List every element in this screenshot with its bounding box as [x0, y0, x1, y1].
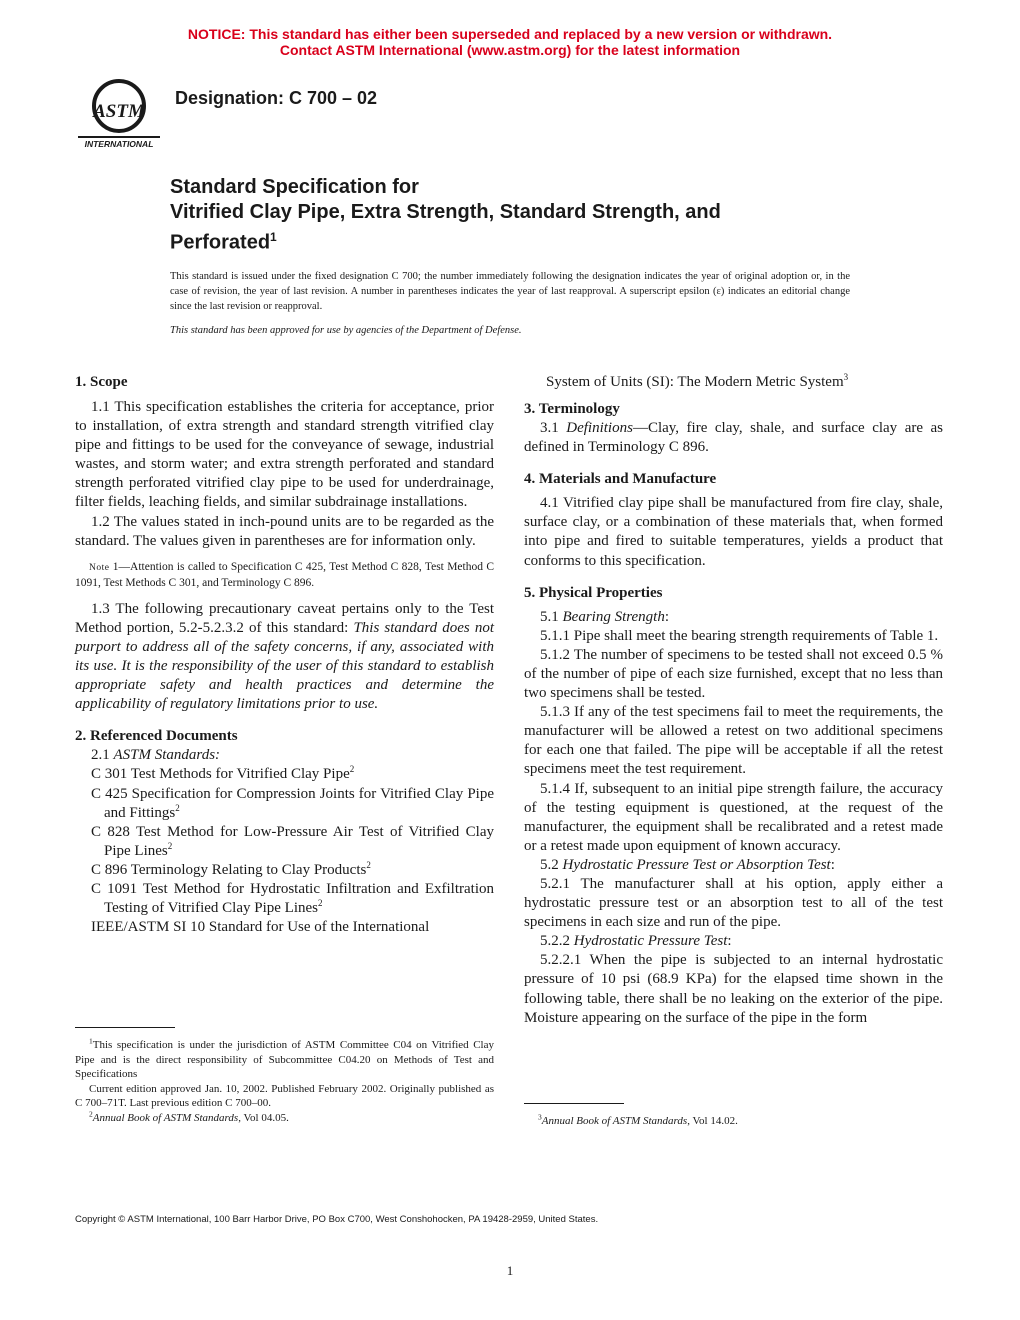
astm-logo: [78, 78, 160, 150]
ref-c425: [75, 785, 494, 823]
footnote-rule-right: [524, 1103, 624, 1104]
title-line-3: [170, 225, 890, 256]
note-text: 1—Attention is called to Specification C 425, Test Method C 828, Test Method C 1091, Test Methods C 301, and Terminology C 896.: [75, 560, 494, 589]
footnote-1-mark: 1: [89, 1036, 93, 1046]
para-5-2-2-label: Hydrostatic Pressure Test: [573, 933, 728, 950]
para-1-1: 1.1 This specification establishes the criteria for acceptance, prior to installation, of extra strength and standard strength vitrified clay pipe and fittings to be used for the conveyance of sewage, industrial wastes, and storm water; and extra strength perforated and standard strength perforated vitrified clay pipe to be used for underdrainage, filter fields, leaching fields, and similar subdrainage installations.: [75, 399, 494, 511]
para-5-1-label: Bearing Strength: [562, 608, 665, 625]
para-5-2-colon: :: [830, 856, 835, 873]
notice-line-1: NOTICE: This standard has either been superseded and replaced by a new version or withdrawn.: [187, 26, 833, 42]
footnote-rule-left: [75, 1027, 175, 1028]
footnote-2-text: Annual Book of ASTM Standards: [92, 1111, 239, 1124]
section-5-heading: 5. Physical Properties: [524, 584, 663, 601]
footnote-1: [75, 1038, 494, 1082]
para-5-2-2-1: 5.2.2.1 When the pipe is subjected to an internal hydrostatic pressure of 10 psi (68.9 KPa) for the elapsed time shown in the following table, there shall be no leaking on the exterior of the pipe. Moisture appearing on the surface of the pipe in the form: [524, 952, 943, 1026]
footnote-3-vol: , Vol 14.02.: [687, 1115, 738, 1127]
para-5-2-1: 5.2.1 The manufacturer shall at his option, apply either a hydrostatic pressure test or an absorption test to all of the test specimens in each size and run of the pipe.: [524, 875, 943, 931]
para-5-1: [524, 608, 943, 627]
logo-subtext: INTERNATIONAL: [84, 139, 154, 149]
ref-ieee-si10: [75, 918, 494, 937]
para-4-1: 4.1 Vitrified clay pipe shall be manufactured from fire clay, shale, surface clay, or a combination of these materials that, when formed into pipe and fired to suitable temperatures, yields a product that conforms to this specification.: [524, 495, 943, 569]
notice-line-2: Contact ASTM International (www.astm.org) for the latest information: [279, 42, 741, 58]
section-3-heading: 3. Terminology: [524, 401, 620, 418]
para-1-3-text: 1.3 The following precautionary caveat pertains only to the Test Method portion, 5.2-5.2.3.2 of this standard:: [75, 600, 494, 636]
para-3-1-label: Definitions: [566, 420, 633, 437]
footnote-3: [524, 1114, 943, 1129]
para-2-1-label: ASTM Standards:: [113, 747, 221, 764]
para-5-1-1: 5.1.1 Pipe shall meet the bearing strength requirements of Table 1.: [540, 627, 939, 644]
astm-logo-icon: [78, 78, 160, 150]
page-number: 1: [506, 1263, 514, 1278]
footnote-2-vol: , Vol 04.05.: [238, 1111, 289, 1124]
para-5-1-num: 5.1: [540, 608, 563, 625]
para-1-2: 1.2 The values stated in inch-pound units are to be regarded as the standard. The values given in parentheses are for information only.: [75, 513, 494, 549]
para-5-1-3: 5.1.3 If any of the test specimens fail to meet the requirements, the manufacturer will be allowed a retest on two additional specimens for each one that failed. The pipe will be acceptable if all the retest specimens meet the test requirement.: [524, 704, 943, 778]
para-5-1-colon: :: [664, 608, 670, 625]
designation: Designation: C 700 – 02: [175, 88, 378, 108]
para-2-1: [75, 746, 494, 765]
left-footnotes: [75, 1038, 494, 1125]
ref-text: IEEE/ASTM SI 10 Standard for Use of the International: [91, 919, 430, 936]
logo-text: ASTM: [93, 101, 145, 122]
title-line-3-text: Perforated: [170, 231, 271, 254]
para-3-1-text: —Clay, fire clay, shale, and surface clay are as defined in Terminology C 896.: [524, 420, 944, 456]
ref-sup: 2: [318, 898, 323, 909]
title-line-1: Standard Specification for: [170, 176, 419, 198]
footnote-3-mark: 3: [538, 1112, 542, 1122]
footnote-1-edition: Current edition approved Jan. 10, 2002. Published February 2002. Originally published as C 700–71T. Last previous edition C 700–00.: [75, 1082, 494, 1109]
section-1-heading: 1. Scope: [75, 374, 128, 390]
intro-paragraph: This standard is issued under the fixed designation C 700; the number immediately following the designation indicates the year of original adoption or, in the case of revision, the year of last revision. A number in parentheses indicates the year of last reapproval. A superscript epsilon (ε) indicates an editorial change since the last revision or reapproval.: [170, 271, 850, 312]
ref-sup: 2: [366, 859, 371, 870]
para-5-1-4: 5.1.4 If, subsequent to an initial pipe strength failure, the accuracy of the testing equipment is questioned, at the request of the manufacturer, the equipment shall be recalibrated and a retest made or a retest made upon equipment of known accuracy.: [524, 780, 943, 854]
ref-text: C 896 Terminology Relating to Clay Products: [91, 861, 367, 878]
ref-sup: 2: [175, 802, 180, 813]
para-3-1: [524, 419, 943, 457]
para-2-1-num: 2.1: [91, 747, 114, 764]
section-4-heading: 4. Materials and Manufacture: [524, 471, 717, 488]
footnote-1-text: This specification is under the jurisdiction of ASTM Committee C04 on Vitrified Clay Pipe and is the direct responsibility of Subcommittee C04.20 on Methods of Test and Specifications: [75, 1039, 494, 1080]
note-label: Note: [89, 562, 110, 573]
para-5-2-2-num: 5.2.2: [540, 933, 574, 950]
right-footnotes: [524, 1114, 943, 1129]
defense-approval: This standard has been approved for use by agencies of the Department of Defense.: [170, 325, 522, 336]
footnote-2-mark: 2: [89, 1108, 93, 1118]
ref-c828: [75, 823, 494, 861]
document-title: [170, 175, 890, 256]
para-3-1-num: 3.1: [540, 420, 567, 437]
ref-text: C 425 Specification for Compression Joints for Vitrified Clay Pipe and Fittings: [91, 785, 494, 821]
ref-sup: 2: [167, 840, 173, 851]
title-line-2: Vitrified Clay Pipe, Extra Strength, Standard Strength, and: [170, 201, 721, 223]
copyright: Copyright © ASTM International, 100 Barr Harbor Drive, PO Box C700, West Conshohocken, PA 19428-2959, United States.: [75, 1214, 599, 1225]
footnote-3-text: Annual Book of ASTM Standards: [541, 1115, 688, 1127]
para-5-2-num: 5.2: [540, 856, 563, 873]
left-column: [75, 373, 494, 937]
title-footnote-mark: 1: [270, 230, 277, 244]
ref-continuation-text: System of Units (SI): The Modern Metric System: [546, 374, 844, 390]
ref-c301: [75, 765, 494, 784]
ref-sup: 2: [349, 764, 355, 775]
para-1-3: [75, 600, 494, 715]
ref-c1091: [75, 880, 494, 918]
para-5-2: [524, 856, 943, 875]
section-2-heading: 2. Referenced Documents: [75, 728, 238, 745]
para-5-2-label: Hydrostatic Pressure Test or Absorption Test: [562, 856, 831, 873]
ref-text: C 1091 Test Method for Hydrostatic Infiltration and Exfiltration Testing of Vitrified Clay Pipe Lines: [91, 880, 494, 917]
para-5-1-2: 5.1.2 The number of specimens to be tested shall not exceed 0.5 % of the number of pipe of each size furnished, except that no less than two specimens shall be tested.: [524, 646, 943, 702]
ref-text: C 301 Test Methods for Vitrified Clay Pipe: [91, 766, 350, 783]
para-5-2-2-colon: :: [727, 933, 732, 950]
ref-continuation-sup: 3: [843, 372, 849, 382]
right-column: [524, 373, 943, 1028]
safety-caveat: This standard does not purport to address all of the safety concerns, if any, associated with its use. It is the responsibility of the user of this standard to establish appropriate safety and health practices and determine the applicability of regulatory limitations prior to use.: [75, 619, 495, 713]
ref-continuation: [524, 373, 943, 392]
ref-text: C 828 Test Method for Low-Pressure Air Test of Vitrified Clay Pipe Lines: [91, 823, 494, 859]
ref-c896: [75, 861, 494, 880]
para-5-2-2: [524, 932, 943, 951]
footnote-2: [75, 1108, 494, 1126]
note-1: [75, 560, 494, 591]
